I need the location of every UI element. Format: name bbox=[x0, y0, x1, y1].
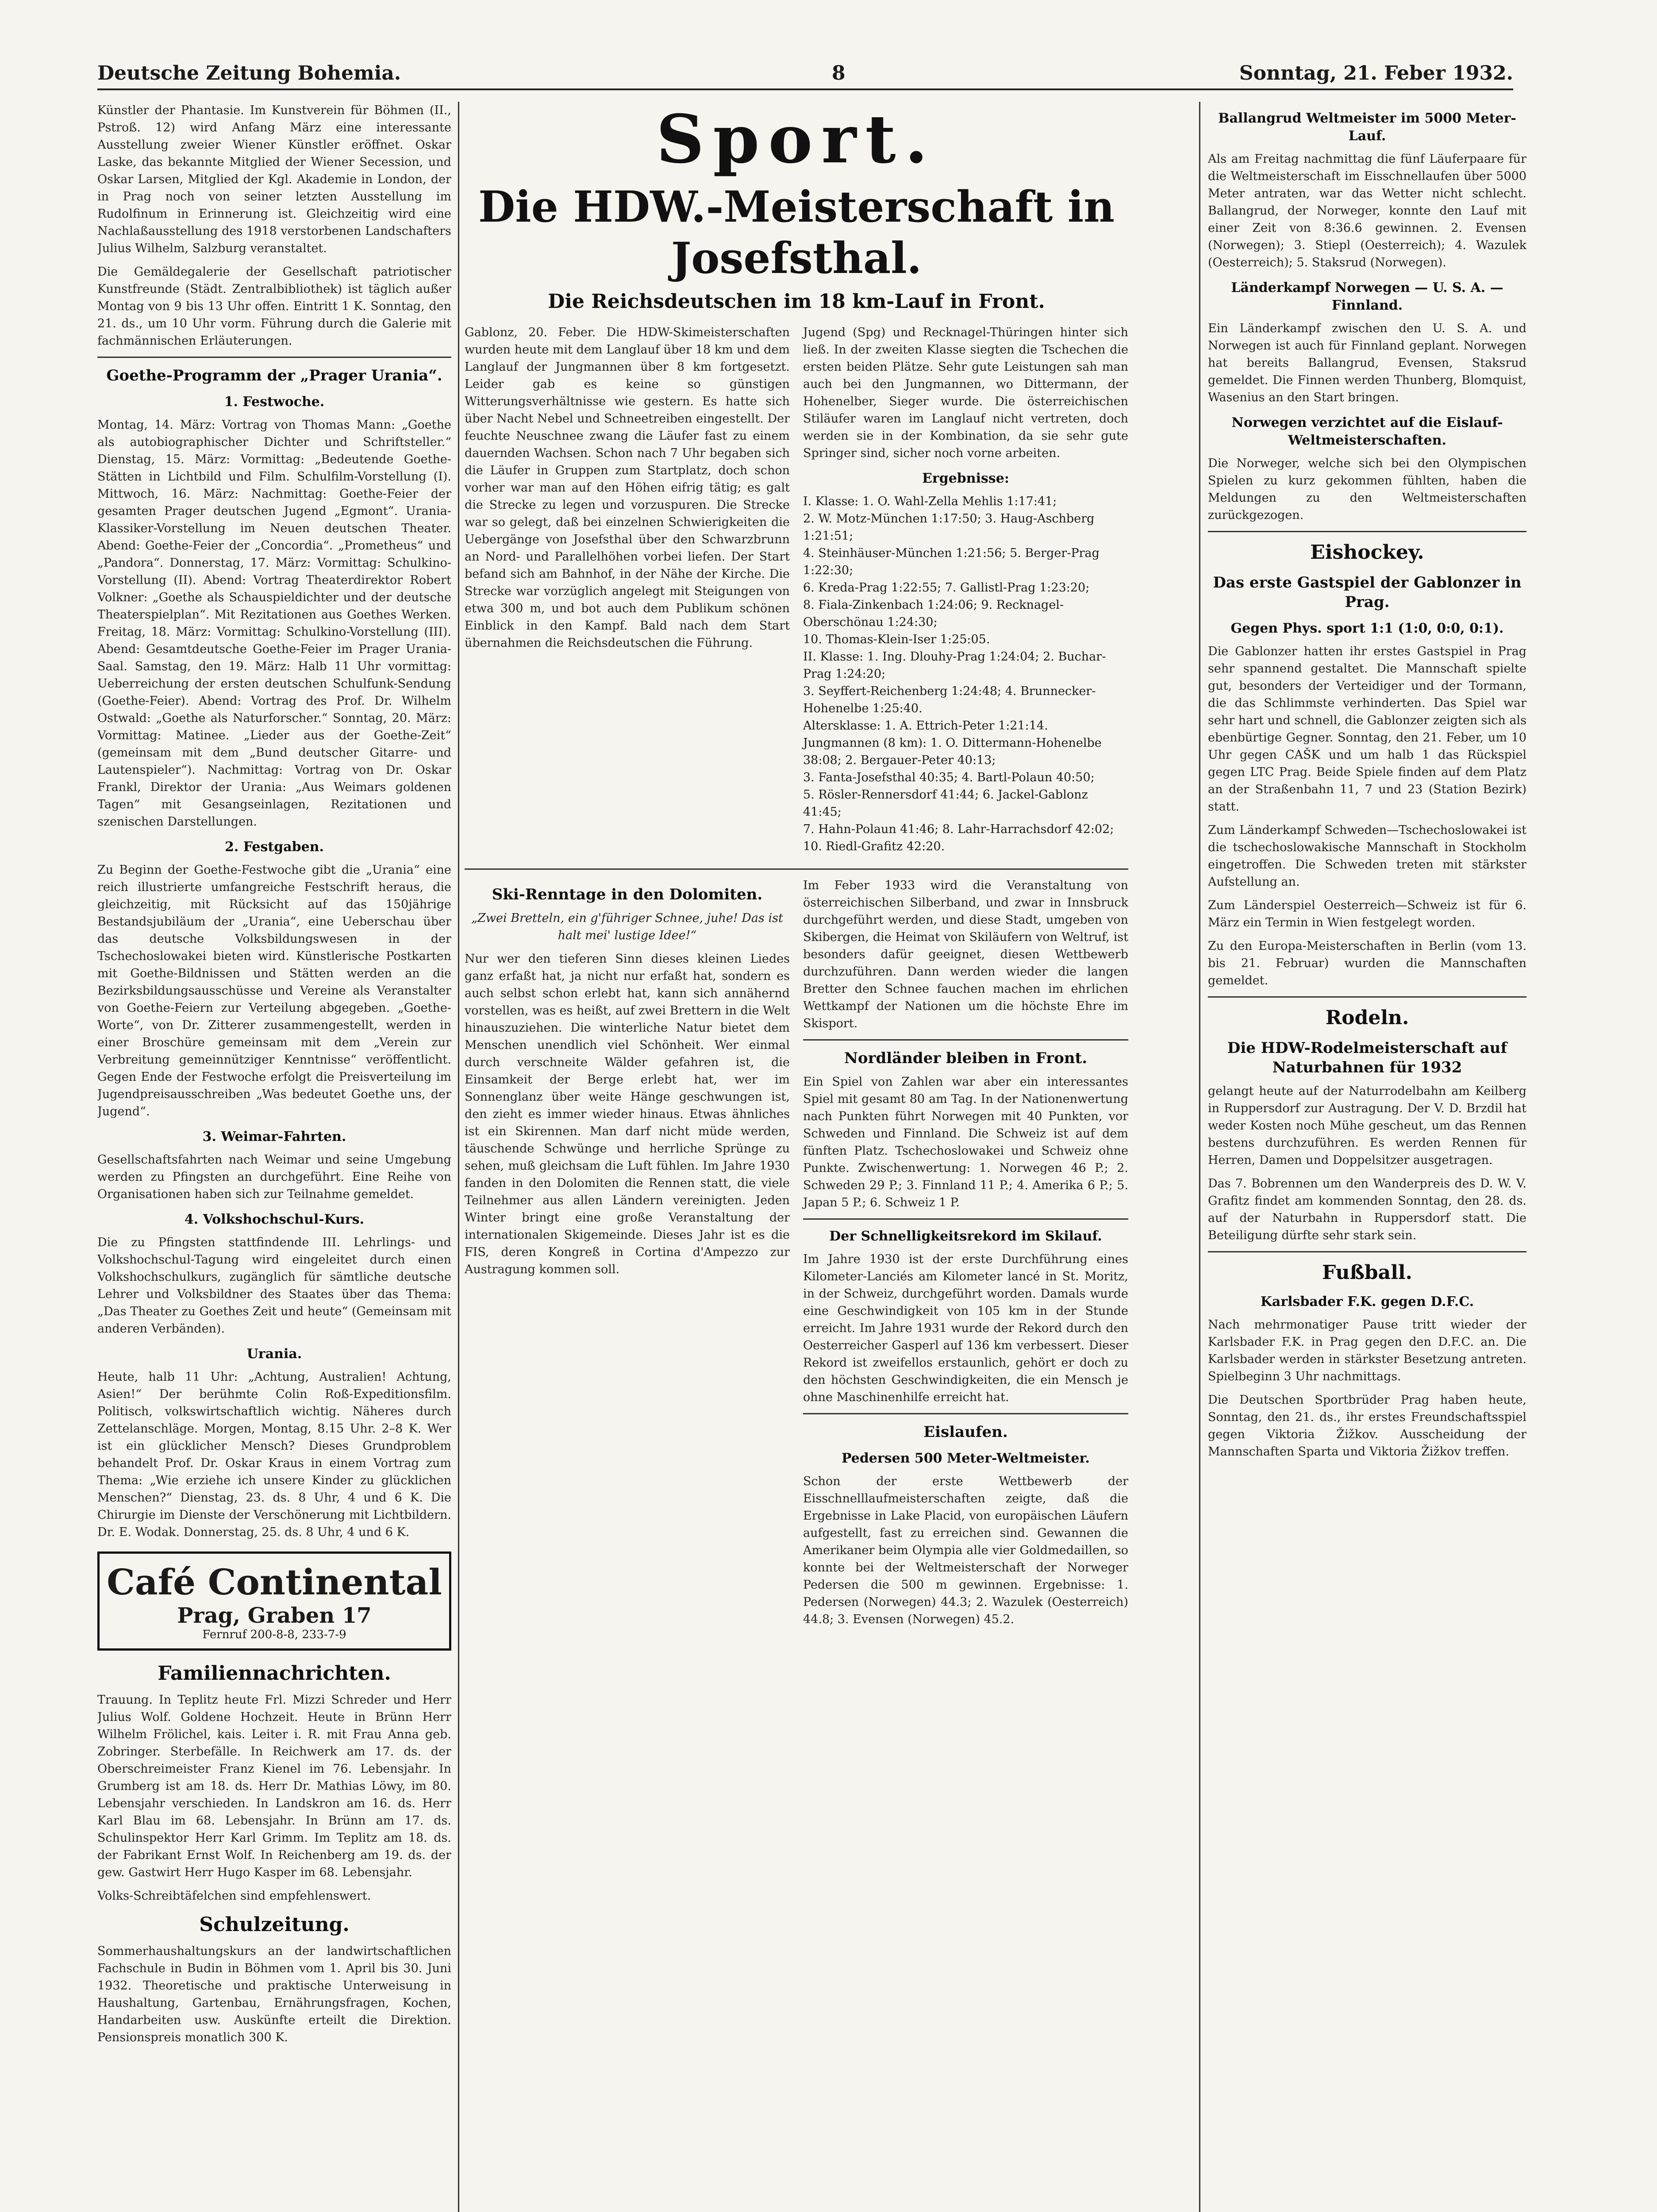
football-subheading: Karlsbader F.K. gegen D.F.C. bbox=[1260, 1294, 1474, 1310]
hockey-score: Gegen Phys. sport 1:1 (1:0, 0:0, 0:1). bbox=[1230, 621, 1504, 636]
family-heading: Familiennachrichten. bbox=[158, 1662, 391, 1685]
norway-heading: Norwegen verzichtet auf die Eislauf-Weltmeisterschaften. bbox=[1231, 415, 1503, 448]
goethe-text4: Die zu Pfingsten stattfindende III. Lehrlings- und Volkshochschul-Tagung wird eingeleitet durch einen Volkshochschulkurs, zugänglich für sämtliche deutsche Lehrer und Volksbildner des Staates über das Thema: „Das Theater zu Goethes Zeit und heute“ (Gemeinsam mit anderen Verbänden). bbox=[97, 1236, 451, 1336]
football-heading: Fußball. bbox=[1322, 1261, 1412, 1284]
result-item: 3. Fanta-Josefsthal 40:35; 4. Bartl-Polaun 40:50; bbox=[803, 771, 1095, 784]
art-notice: Künstler der Phantasie. Im Kunstverein für Böhmen (II., Pstroß. 12) wird Anfang März eine interessante Ausstellung zweier Wiener Künstler eröffnet. Oskar Laske, das bekannte Mitglied der Wiener Secession, und Oskar Larsen, Mitglied der Kgl. Akademie in London, der in Prag noch von seiner letzten Ausstellung im Rudolfinum in Erinnerung ist. Gleichzeitig wird eine Nachlaßausstellung des 1918 verstorbenen Landschafters Julius Wilhelm, Salzburg veranstaltet. bbox=[97, 104, 451, 255]
school-heading: Schulzeitung. bbox=[199, 1913, 350, 1936]
family-text: Trauung. In Teplitz heute Frl. Mizzi Schreder und Herr Julius Wolf. Goldene Hochzeit. Heute in Brünn Herr Wilhelm Frölichel, kais. Leiter i. R. mit Frau Anna geb. Zobringer. Sterbefälle. In Reichwerk am 17. ds. der Oberschreimeister Franz Kienel im 76. Lebensjahr. In Grumberg ist am 18. ds. Herr Dr. Mathias Löwy, im 80. Lebensjahr verschieden. In Landskron am 16. ds. Herr Karl Blau im 68. Lebensjahr. In Brünn am 17. ds. Schulinspektor Herr Karl Grimm. Im Teplitz am 18. ds. der Fabrikant Ernst Wolf. In Reichenberg am 19. ds. der gew. Gastwirt Herr Hugo Kasper im 68. Lebensjahr. bbox=[97, 1693, 451, 1879]
ballangrud-text: Als am Freitag nachmittag die fünf Läuferpaare für die Weltmeisterschaft im Eisschnellaufen über 5000 Meter antraten, war das Wetter nicht schlecht. Ballangrud, der Norweger, konnte den Lauf mit einer Zeit von 8:36.6 gewinnen. 2. Evensen (Norwegen); 3. Stiepl (Oesterreich); 4. Wazulek (Oesterreich); 5. Staksrud (Norwegen). bbox=[1208, 152, 1526, 269]
laender-heading: Länderkampf Norwegen — U. S. A. — Finnland. bbox=[1231, 280, 1503, 313]
goethe-sub3: 3. Weimar-Fahrten. bbox=[202, 1129, 346, 1144]
column-left bbox=[97, 102, 451, 2212]
goethe-heading: Goethe-Programm der „Prager Urania“. bbox=[106, 367, 442, 384]
rodeln-text: gelangt heute auf der Naturrodelbahn am Keilberg in Ruppersdorf zur Austragung. Der V. D. Brzdil hat weder Kosten noch Mühe gescheut, um das Rennen bestens durchzuführen. Es werden Rennen für Herren, Damen und Doppelsitzer ausgetragen. bbox=[1208, 1084, 1526, 1167]
rodeln-subheading: Die HDW-Rodelmeisterschaft auf Naturbahnen für 1932 bbox=[1227, 1039, 1507, 1076]
ski-text: Nur wer den tieferen Sinn dieses kleinen Liedes ganz erfaßt hat, ja nicht nur erfaßt hat, sondern es auch selbst schon erlebt hat, kann sich annähernd vorstellen, was es heißt, auf zwei Brettern in die Welt hinauszuziehen. Die winterliche Natur bietet dem Menschen unendlich viel Schönheit. Wer einmal durch verschneite Wälder gefahren ist, die Einsamkeit der Berge erlebt hat, wer im Sonnenglanz über weite Hänge geschwungen ist, den zieht es immer wieder hinaus. Etwas ähnliches ist ein Skirennen. Man darf nicht müde werden, täuschende Schwünge und herrliche Sprünge zu sehen, muß gleichsam die Luft fühlen. Im Jahre 1930 fanden in den Dolomiten die Rennen statt, die viele Teilnehmer aus allen Ländern vereinigten. Jeden Winter bringt eine große Veranstaltung der internationalen Skigemeinde. Dieses Jahr ist es die FIS, deren Kongreß in Cortina d'Ampezzo zur Austragung kommen soll. bbox=[465, 952, 790, 1276]
lower-articles bbox=[465, 877, 1128, 1634]
skating-text: Schon der erste Wettbewerb der Eisschnelllaufmeisterschaften zeigte, daß die Ergebnisse in Lake Placid, von europäischen Läufern aufgestellt, fast zu erreichen sind. Gewannen die Amerikaner beim Olympia alle vier Goldmedaillen, so konnte bei der Weltmeisterschaft der Norweger Pedersen die 500 m gewinnen. Ergebnisse: 1. Pedersen (Norwegen) 44.3; 2. Wazulek (Oesterreich) 44.8; 3. Evensen (Norwegen) 45.2. bbox=[803, 1475, 1128, 1626]
nord-heading: Nordländer bleiben in Front. bbox=[844, 1049, 1088, 1067]
column-rule-1 bbox=[458, 102, 459, 2212]
divider bbox=[1208, 1251, 1526, 1252]
divider bbox=[1208, 531, 1526, 532]
header-date: Sonntag, 21. Feber 1932. bbox=[1239, 62, 1513, 84]
result-item: 10. Thomas-Klein-Iser 1:25:05. bbox=[803, 633, 990, 646]
hockey-text: Die Gablonzer hatten ihr erstes Gastspiel in Prag sehr spannend gestaltet. Die Mannschaft spielte gut, besonders der Verteidiger und der Tormann, die das Schlimmste verhinderten. Das Spiel war sehr hart und schnell, die Gablonzer zeigten sich als ebenbürtige Gegner. Sonntag, den 21. Feber, um 10 Uhr gegen CAŠK und um halb 1 das Rückspiel gegen LTC Prag. Beide Spiele finden auf dem Platz an der Straßenbahn 11, 7 und 23 (Station Bezirk) statt. bbox=[1208, 645, 1526, 814]
column-sport bbox=[465, 102, 1128, 2212]
volks-note: Volks-Schreibtäfelchen sind empfehlenswert. bbox=[97, 1889, 371, 1903]
school-text: Sommerhaushaltungskurs an der landwirtschaftlichen Fachschule in Budin in Böhmen vom 1. April bis 30. Juni 1932. Theoretische und praktische Unterweisung in Haushaltung, Gartenbau, Ernährungsfragen, Kochen, Handarbeiten usw. Auskünfte erteilt die Direktion. Pensionspreis monatlich 300 K. bbox=[97, 1944, 451, 2044]
main-headline: Die HDW.-Meisterschaft in Josefsthal. bbox=[478, 182, 1115, 283]
ad-phone: Fernruf 200-8-8, 233-7-9 bbox=[202, 1628, 346, 1641]
hockey-heading: Eishockey. bbox=[1310, 541, 1424, 564]
column-right bbox=[1208, 102, 1526, 2212]
result-item: I. Klasse: 1. O. Wahl-Zella Mehlis 1:17:41; bbox=[803, 495, 1057, 508]
result-item: 6. Kreda-Prag 1:22:55; 7. Gallistl-Prag 1:23:20; bbox=[803, 581, 1090, 595]
lead-left: Gablonz, 20. Feber. Die HDW-Skimeisterschaften wurden heute mit dem Langlauf über 18 km und dem Langlauf der Jungmannen über 8 km fortgesetzt. Leider gab es keine so günstigen Witterungsverhältnisse wie gestern. Es hatte sich über Nacht Nebel und Schneetreiben eingestellt. Der feuchte Neuschnee zwang die Läufer fast zu einem dauernden Wachsen. Schon nach 7 Uhr begaben sich die Läufer in Gruppen zum Startplatz, doch schon vorher war man auf den Höhen eifrig tätig; es galt die Strecke zu legen und vorzuspuren. Die Strecke war so gelegt, daß bei einzelnen Schwierigkeiten die Uebergänge von Josefsthal über den Schwarzbrunn an Nord- und Parallelhöhen vorbei liefen. Der Start befand sich am Bahnhof, in der Nähe der Kirche. Die Strecke war vorzüglich angelegt mit Steigungen von etwa 300 m, und bot auch dem Publikum schönen Einblick in den Kampf. Bald nach dem Start übernahmen die Reichsdeutschen die Führung. bbox=[465, 326, 790, 650]
ski-quote: „Zwei Bretteln, ein g'führiger Schnee, juhe! Das ist halt mei' lustige Idee!“ bbox=[471, 911, 783, 942]
result-item: 2. W. Motz-München 1:17:50; 3. Haug-Aschberg 1:21:51; bbox=[803, 512, 1095, 543]
sport-title: Sport. bbox=[656, 102, 937, 178]
urania-heading: Urania. bbox=[246, 1346, 302, 1362]
speed-heading: Der Schnelligkeitsrekord im Skilauf. bbox=[829, 1229, 1102, 1244]
lead-right: Jugend (Spg) und Recknagel-Thüringen hinter sich ließ. In der zweiten Klasse siegten die Tschechen die ersten beiden Plätze. Sehr gute Leistungen sah man auch bei den Jungmannen, wo Dittermann, der Hohenelber, Sieger wurde. Die österreichischen Stiläufer waren im Langlauf nicht vertreten, doch werden sie in der Kombination, da sie sehr gute Springer sind, sicher noch vorne arbeiten. bbox=[803, 326, 1128, 460]
divider bbox=[97, 357, 451, 358]
divider bbox=[803, 1039, 1128, 1041]
gallery-notice: Die Gemäldegalerie der Gesellschaft patriotischer Kunstfreunde (Städt. Zentralbibliothek) ist täglich außer Montag von 9 bis 13 Uhr offen. Eintritt 1 K. Sonntag, den 21. ds., um 10 Uhr vorm. Führung durch die Galerie mit fachmännischen Erläuterungen. bbox=[97, 265, 451, 348]
result-item: 3. Seyffert-Reichenberg 1:24:48; 4. Brunnecker-Hohenelbe 1:25:40. bbox=[803, 684, 1096, 715]
goethe-text1: Montag, 14. März: Vortrag von Thomas Mann: „Goethe als autobiographischer Dichter und Schriftsteller.“ Dienstag, 15. März: Vormittag: „Bedeutende Goethe-Stätten in Lichtbild und Film. Schulfilm-Vorstellung (I). Mittwoch, 16. März: Nachmittag: Goethe-Feier der gesamten Prager deutschen Jugend „Egmont“. Urania-Klassiker-Vorstellung im Neuen deutschen Theater. Abend: Goethe-Feier der „Concordia“. „Prometheus“ und „Pandora“. Donnerstag, 17. März: Vormittag: Schulkino-Vorstellung (II). Abend: Vortrag Theaterdirektor Robert Volkner: „Goethe als Schauspieldichter und der deutsche Theaterspielplan“. Mit Rezitationen aus Goethes Werken. Freitag, 18. März: Vormittag: Schulkino-Vorstellung (III). Abend: Gesamtdeutsche Goethe-Feier im Prager Urania-Saal. Samstag, den 19. März: Halb 11 Uhr vormittag: Ueberreichung der ersten deutschen Schulfunk-Sendung (Goethe-Feier). Abend: Vortrag des Prof. Dr. Wilhelm Ostwald: „Goethe als Naturforscher.“ Sonntag, 20. März: Vormittag: Matinee. „Lieder aus der Goethe-Zeit“ (gemeinsam mit dem „Bund deutscher Gitarre- und Lautenspieler“). Nachmittag: Vortrag von Dr. Oskar Frankl, Direktor der Urania: „Aus Weimars goldenen Tagen“ mit Gesangseinlagen, Rezitationen und szenischen Darstellungen. bbox=[97, 418, 451, 829]
rodeln-text2: Das 7. Bobrennen um den Wanderpreis des D. W. V. Grafitz findet am kommenden Sonntag, den 28. ds. auf der Naturbahn in Ruppersdorf statt. Die Beteiligung dürfte sehr stark sein. bbox=[1208, 1177, 1526, 1242]
results-heading: Ergebnisse: bbox=[922, 471, 1009, 486]
nord-text: Ein Spiel von Zahlen war aber ein interessantes Spiel mit gesamt 80 am Tag. In der Nationenwertung nach Punkten führt Norwegen mit 40 Punkten, vor Schweden und Finnland. Die Schweiz ist auf dem fünften Platz. Tschechoslowakei und Schweiz ohne Punkte. Zwischenwertung: 1. Norwegen 46 P.; 2. Schweden 29 P.; 3. Finnland 11 P.; 4. Amerika 6 P.; 5. Japan 5 P.; 6. Schweiz 1 P. bbox=[803, 1075, 1128, 1210]
divider bbox=[1208, 996, 1526, 998]
cafe-advertisement bbox=[97, 1551, 451, 1651]
urania-text: Heute, halb 11 Uhr: „Achtung, Australien! Achtung, Asien!“ Der berühmte Colin Roß-Expeditionsfilm. Politisch, volkswirtschaftlich wichtig. Näheres durch Zettelanschläge. Morgen, Montag, 8.15 Uhr. 2–8 K. Wer ist ein glücklicher Mensch? Dieses Grundproblem behandelt Prof. Dr. Oskar Kraus in einem Vortrag zum Thema: „Wie erziehe ich unsere Kinder zu glücklichen Menschen?“ Dienstag, 23. ds. 8 Uhr, 4 und 6 K. Die Chirurgie im Dienste der Verschönerung mit Lichtbildern. Dr. E. Wodak. Donnerstag, 25. ds. 8 Uhr, 4 und 6 K. bbox=[97, 1370, 451, 1539]
running-header bbox=[97, 62, 1513, 90]
page-number: 8 bbox=[832, 62, 846, 84]
result-item: 7. Hahn-Polaun 41:46; 8. Lahr-Harrachsdorf 42:02; bbox=[803, 822, 1114, 836]
hockey-note3: Zu den Europa-Meisterschaften in Berlin (vom 13. bis 21. Februar) wurden die Mannschaften gemeldet. bbox=[1208, 939, 1526, 987]
goethe-text3: Gesellschaftsfahrten nach Weimar und seine Umgebung werden zu Pfingsten an durchgeführt. Eine Reihe von Organisationen haben sich zur Teilnahme gemeldet. bbox=[97, 1153, 451, 1201]
goethe-sub4: 4. Volkshochschul-Kurs. bbox=[184, 1212, 365, 1227]
result-item: 10. Riedl-Grafitz 42:20. bbox=[803, 840, 945, 853]
laender-text: Ein Länderkampf zwischen den U. S. A. und Norwegen ist auch für Finnland geplant. Norwegen hat bereits Ballangrud, Evensen, Staksrud gemeldet. Die Finnen werden Thunberg, Blomquist, Wasenius an den Start bringen. bbox=[1208, 322, 1526, 404]
result-item: Altersklasse: 1. A. Ettrich-Peter 1:21:14. bbox=[803, 719, 1048, 733]
results-list bbox=[803, 493, 1128, 855]
norway-text: Die Norweger, welche sich bei den Olympischen Spielen zu kurz gekommen fühlten, haben die Meldungen zu den Weltmeisterschaften zurückgezogen. bbox=[1208, 457, 1526, 522]
speed-text: Im Jahre 1930 ist der erste Durchführung eines Kilometer-Lanciés am Kilometer lancé in St. Moritz, in der Schweiz, durchgeführt worden. Damals wurde eine Geschwindigkeit von 105 km in der Stunde erreicht. Im Jahre 1931 wurde der Rekord durch den Oesterreicher Gasperl auf 136 km verbessert. Dieser Rekord ist zweifellos erstaunlich, gehört er doch zu den höchsten Geschwindigkeiten, die ein Mensch je ohne Maschinenhilfe erreicht hat. bbox=[803, 1252, 1128, 1404]
football-text2: Die Deutschen Sportbrüder Prag haben heute, Sonntag, den 21. ds., ihr erstes Freundschaftsspiel gegen Viktoria Žižkov. Ausscheidung der Mannschaften Sparta und Viktoria Žižkov treffen. bbox=[1208, 1393, 1526, 1459]
result-item: 8. Fiala-Zinkenbach 1:24:06; 9. Recknagel-Oberschönau 1:24:30; bbox=[803, 598, 1064, 629]
result-item: II. Klasse: 1. Ing. Dlouhy-Prag 1:24:04; 2. Buchar-Prag 1:24:20; bbox=[803, 650, 1106, 681]
ballangrud-heading: Ballangrud Weltmeister im 5000 Meter-Lauf. bbox=[1218, 111, 1516, 144]
mid-text: Im Feber 1933 wird die Veranstaltung von österreichischen Silberband, und zwar in Innsbruck durchgeführt werden, und diese Stadt, umgeben von Skibergen, die Heimat von Skiläufern von Weltruf, ist besonders dafür geeignet, diesen Wettbewerb durchzuführen. Dann werden wieder die langen Bretter den Schnee fauchen machen im ehrlichen Wettkampf der Nationen um die höchste Ehre im Skisport. bbox=[803, 879, 1128, 1030]
hockey-note2: Zum Länderspiel Oesterreich—Schweiz ist für 6. März ein Termin in Wien festgelegt worden. bbox=[1208, 899, 1526, 929]
ad-address: Prag, Graben 17 bbox=[177, 1603, 372, 1628]
result-item: Jungmannen (8 km): 1. O. Dittermann-Hohenelbe 38:08; 2. Bergauer-Peter 40:13; bbox=[803, 736, 1102, 767]
ski-heading: Ski-Renntage in den Dolomiten. bbox=[492, 886, 763, 903]
goethe-sub1: 1. Festwoche. bbox=[224, 394, 325, 410]
result-item: 5. Rösler-Rennersdorf 41:44; 6. Jackel-Gablonz 41:45; bbox=[803, 788, 1088, 819]
football-text: Nach mehrmonatiger Pause tritt wieder der Karlsbader F.K. in Prag gegen den D.F.C. an. Die Karlsbader werden in stärkster Besetzung antreten. Spielbeginn 3 Uhr nachmittags. bbox=[1208, 1318, 1526, 1383]
result-item: 4. Steinhäuser-München 1:21:56; 5. Berger-Prag 1:22:30; bbox=[803, 546, 1100, 577]
main-subheadline: Die Reichsdeutschen im 18 km-Lauf in Front. bbox=[548, 290, 1045, 313]
lead-article bbox=[465, 324, 1128, 861]
rodeln-heading: Rodeln. bbox=[1325, 1006, 1409, 1029]
goethe-sub2: 2. Festgaben. bbox=[225, 839, 324, 855]
ad-name: Café Continental bbox=[107, 1561, 442, 1603]
hockey-note1: Zum Länderkampf Schweden—Tschechoslowakei ist die tschechoslowakische Mannschaft in Stockholm eingetroffen. Die Schweden treten mit stärkster Aufstellung an. bbox=[1208, 823, 1526, 889]
divider bbox=[803, 1413, 1128, 1414]
skating-heading: Eislaufen. bbox=[923, 1423, 1008, 1441]
column-rule-2 bbox=[1199, 102, 1200, 2212]
goethe-text2: Zu Beginn der Goethe-Festwoche gibt die „Urania“ eine reich illustrierte umfangreiche Festschrift heraus, die gleichzeitig, mit Rücksicht auf das 150jährige Bestandsjubiläum der „Urania“, eine Ueberschau über das deutsche Volksbildungswesen in der Tschechoslowakei bieten wird. Künstlerische Postkarten mit Goethe-Bildnissen und Stätten werden an die Bezirksbildungsausschüsse und Vereine als Veranstalter von Goethe-Feiern zur Verteilung abgegeben. „Goethe-Worte“, von Dr. Zitterer zusammengestellt, werden in einer Broschüre gemeinsam mit dem „Verein zur Verbreitung gemeinnütziger Kenntnisse“ veröffentlicht. Gegen Ende der Festwoche erfolgt die Preisverteilung im Jugendpreisausschreiben „Was bedeutet Goethe uns, der Jugend“. bbox=[97, 863, 451, 1118]
divider bbox=[465, 868, 1128, 870]
skating-subheading: Pedersen 500 Meter-Weltmeister. bbox=[841, 1451, 1090, 1466]
hockey-subheading: Das erste Gastspiel der Gablonzer in Prag. bbox=[1213, 574, 1522, 611]
header-left: Deutsche Zeitung Bohemia. bbox=[97, 62, 401, 84]
divider bbox=[803, 1218, 1128, 1220]
